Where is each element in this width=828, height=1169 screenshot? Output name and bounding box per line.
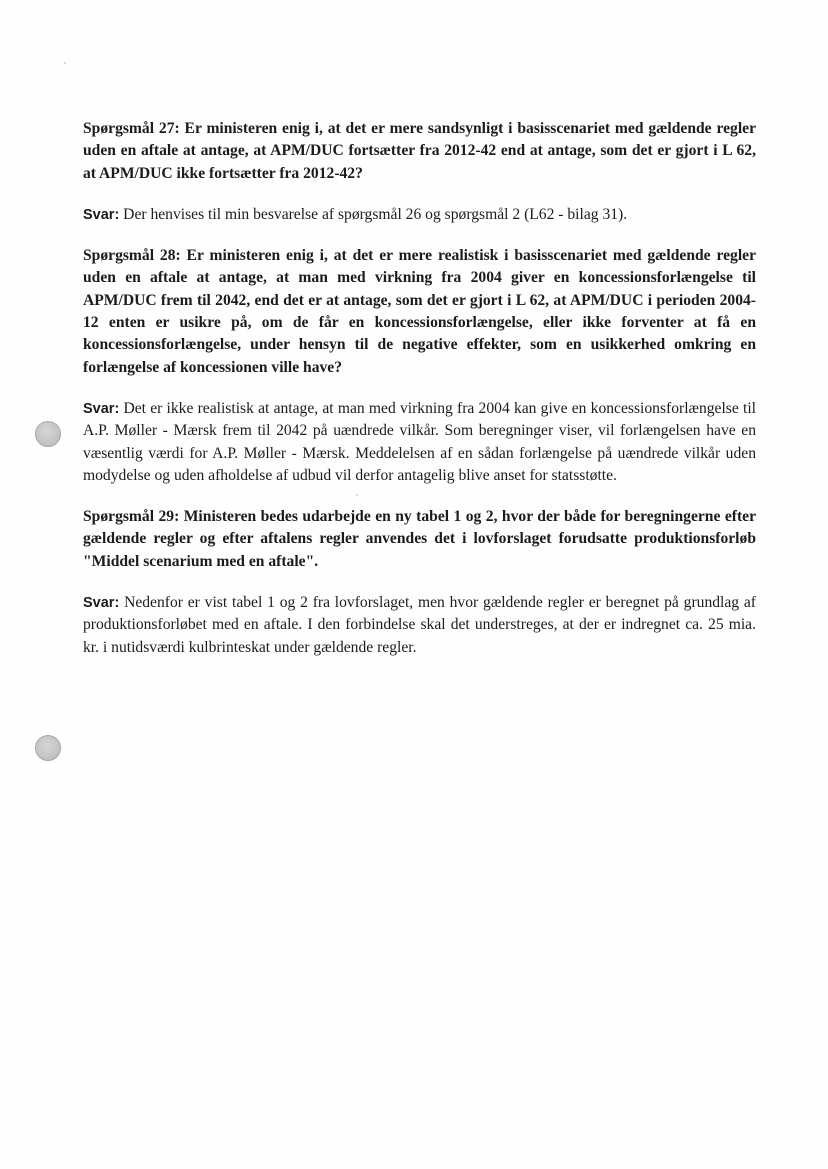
answer-29 bbox=[83, 592, 756, 659]
question-28: Spørgsmål 28: Er ministeren enig i, at det er mere realistisk i basisscenariet med gældende regler uden en aftale at antage, at man med virkning fra 2004 giver en koncessionsforlængelse til APM/DUC frem til 2042, end det er at antage, som det er gjort i L 62, at APM/DUC i perioden 2004-12 enten er usikre på, om de får en koncessionsforlængelse, eller ikke forventer at få en koncessionsforlængelse, under hensyn til de negative effekter, som en usikkerhed omkring en forlængelse af koncessionen ville have? bbox=[83, 247, 756, 376]
answer-text: Der henvises til min besvarelse af spørgsmål 26 og spørgsmål 2 (L62 - bilag 31). bbox=[119, 205, 628, 223]
answer-text: Nedenfor er vist tabel 1 og 2 fra lovforslaget, men hvor gældende regler er beregnet på grundlag af produktionsforløbet med en aftale. I den forbindelse skal det understreges, at der er indregnet ca. 25 mia. kr. i nutidsværdi kulbrinteskat under gældende regler. bbox=[83, 594, 756, 656]
answer-text: Det er ikke realistisk at antage, at man med virkning fra 2004 kan give en koncessionsforlængelse til A.P. Møller - Mærsk frem til 2042 på uændrede vilkår. Som beregninger viser, vil forlængelsen have en væsentlig værdi for A.P. Møller - Mærsk. Meddelelsen af en sådan forlængelse på uændrede vilkår uden modydelse og uden afholdelse af udbud vil derfor antagelig blive anset for statsstøtte. bbox=[83, 399, 756, 484]
question-29: Spørgsmål 29: Ministeren bedes udarbejde en ny tabel 1 og 2, hvor der både for beregningerne efter gældende regler og efter aftalens regler anvendes det i lovforslaget forudsatte produktionsforløb "Middel scenarium med en aftale". bbox=[83, 508, 756, 570]
answer-label: Svar: bbox=[83, 400, 120, 417]
document-body bbox=[83, 118, 756, 678]
answer-label: Svar: bbox=[83, 206, 120, 223]
punch-hole bbox=[35, 421, 61, 447]
punch-hole bbox=[35, 735, 61, 761]
answer-28 bbox=[83, 398, 756, 487]
answer-label: Svar: bbox=[83, 595, 120, 612]
scan-speck bbox=[64, 62, 66, 64]
answer-27 bbox=[83, 204, 756, 226]
question-27: Spørgsmål 27: Er ministeren enig i, at det er mere sandsynligt i basisscenariet med gældende regler uden en aftale at antage, at APM/DUC fortsætter fra 2012-42 end at antage, som det er gjort i L 62, at APM/DUC ikke fortsætter fra 2012-42? bbox=[83, 120, 756, 182]
